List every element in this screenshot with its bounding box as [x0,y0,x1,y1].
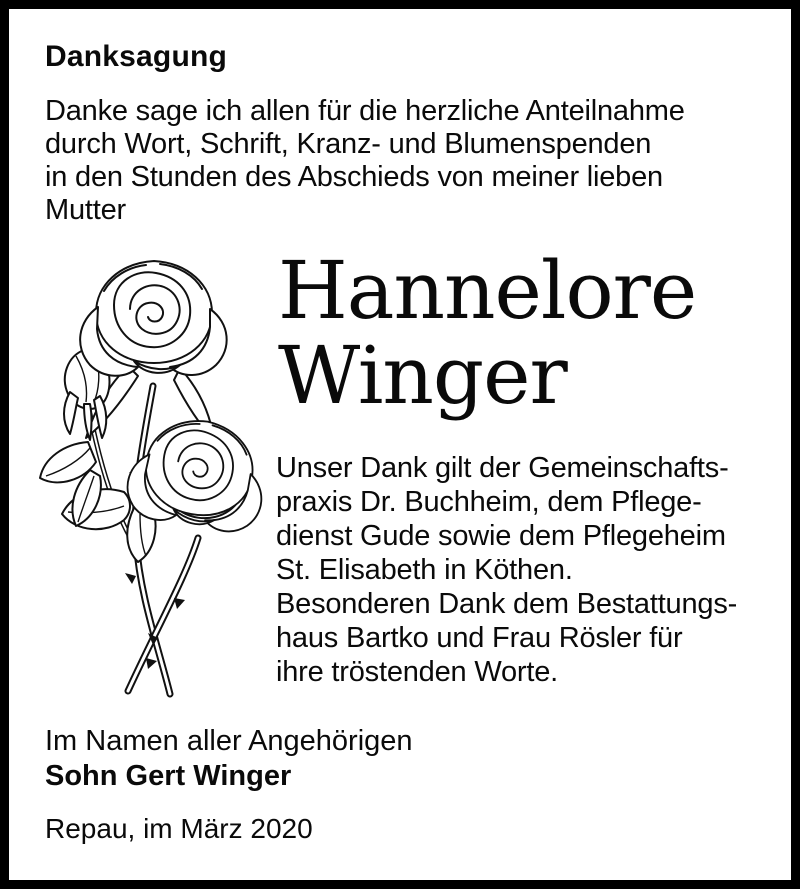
intro-line: in den Stunden des Abschieds von meiner lieben [45,161,663,193]
gratitude-line: ihre tröstenden Worte. [276,656,558,688]
deceased-last-name: Winger [278,329,567,422]
deceased-name [278,244,697,422]
gratitude-line: Unser Dank gilt der Gemeinschafts- [276,452,729,484]
closing-line: Im Namen aller Angehörigen [45,725,413,757]
card-type-heading: Danksagung [45,40,228,73]
deceased-first-name: Hannelore [278,244,697,337]
gratitude-line: St. Elisabeth in Köthen. [276,554,573,586]
rose-illustration [28,246,276,708]
signature-name: Sohn Gert Winger [45,760,292,792]
gratitude-line: dienst Gude sowie dem Pflegeheim [276,520,726,552]
gratitude-line: praxis Dr. Buchheim, dem Pflege- [276,486,702,518]
intro-paragraph [45,95,685,227]
intro-line: Danke sage ich allen für die herzliche Anteilnahme [45,95,685,127]
intro-line: durch Wort, Schrift, Kranz- und Blumenspenden [45,128,652,160]
gratitude-line: Besonderen Dank dem Bestattungs- [276,588,738,620]
gratitude-paragraph [276,451,737,689]
intro-line: Mutter [45,194,126,226]
place-date-line: Repau, im März 2020 [45,813,313,844]
rose-bloom-top [80,261,227,376]
gratitude-line: haus Bartko und Frau Rösler für [276,622,683,654]
closing-block [45,724,413,794]
